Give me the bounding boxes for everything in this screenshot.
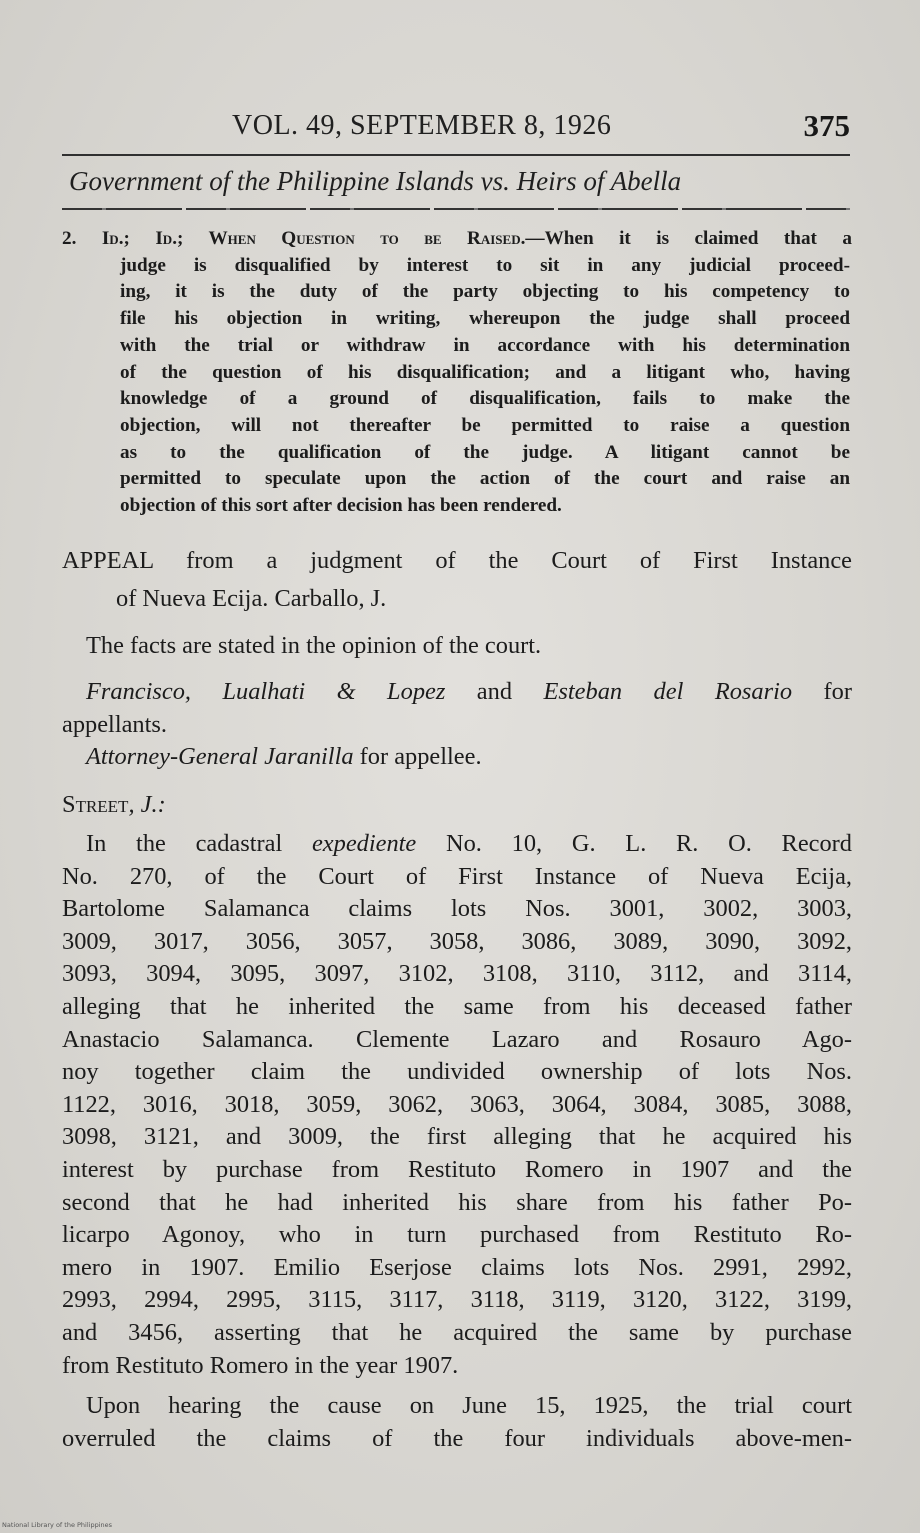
paragraph-gap bbox=[62, 1382, 852, 1390]
counsel-appellants bbox=[86, 678, 852, 706]
counsel-appellee bbox=[86, 743, 482, 771]
opinion-line: licarpo Agonoy, who in turn purchased from Restituto Ro- bbox=[62, 1221, 852, 1249]
appeal-line: of Nueva Ecija. Carballo, J. bbox=[116, 585, 387, 612]
opinion-line: No. 270, of the Court of First Instance of Nueva Ecija, bbox=[62, 862, 852, 890]
justice-suffix: , J.: bbox=[128, 791, 166, 818]
opinion-text bbox=[62, 828, 852, 1455]
case-title-rule bbox=[62, 208, 850, 210]
opinion-line: 3098, 3121, and 3009, the first alleging that he acquired his bbox=[62, 1123, 852, 1151]
syllabus-line: objection of this sort after decision has been rendered. bbox=[120, 495, 562, 517]
opinion-line: from Restituto Romero in the year 1907. bbox=[62, 1351, 459, 1379]
syllabus-line: judge is disqualified by interest to sit in any judicial proceed- bbox=[120, 254, 850, 276]
case-title: Government of the Philippine Islands vs. Heirs of Abella bbox=[69, 166, 682, 196]
syllabus-line: ing, it is the duty of the party objecting to his competency to bbox=[120, 281, 850, 303]
opinion-line-text: In the cadastral bbox=[86, 830, 312, 857]
appellants-second-counsel: Esteban del Rosario bbox=[543, 678, 793, 705]
running-head: VOL. 49, SEPTEMBER 8, 1926 bbox=[232, 110, 612, 141]
page-header bbox=[62, 100, 850, 148]
opinion-line-text: No. 10, G. L. R. O. Record bbox=[416, 830, 852, 857]
opinion-line: noy together claim the undivided ownership of lots Nos. bbox=[62, 1058, 852, 1086]
opinion-line: 3009, 3017, 3056, 3057, 3058, 3086, 3089, 3090, 3092, bbox=[62, 927, 852, 955]
expediente-term: expediente bbox=[311, 830, 417, 857]
opinion-line: 1122, 3016, 3018, 3059, 3062, 3063, 3064, 3084, 3085, 3088, bbox=[62, 1090, 852, 1118]
syllabus-line bbox=[62, 226, 852, 253]
counsel-conjunction: and bbox=[445, 678, 544, 705]
syllabus-line: knowledge of a ground of disqualification, fails to make the bbox=[120, 388, 850, 410]
counsel-for: for bbox=[792, 678, 852, 705]
opinion-line: interest by purchase from Restituto Romero in 1907 and the bbox=[62, 1155, 852, 1183]
opinion-line: alleging that he inherited the same from his deceased father bbox=[62, 992, 852, 1020]
appellee-label: for appellee. bbox=[353, 743, 482, 770]
opinion-line bbox=[62, 828, 852, 861]
appellants-firm: Francisco, Lualhati & Lopez bbox=[86, 678, 446, 705]
header-rule bbox=[62, 154, 850, 156]
appeal-line: APPEAL from a judgment of the Court of First Instance bbox=[62, 547, 852, 574]
syllabus-line: of the question of his disqualification; and a litigant who, having bbox=[120, 361, 850, 383]
facts-statement: The facts are stated in the opinion of the court. bbox=[86, 632, 542, 659]
justice-attribution bbox=[62, 791, 166, 819]
syllabus-paragraph bbox=[62, 226, 852, 520]
syllabus-line: objection, will not thereafter be permitted to raise a question bbox=[120, 414, 850, 436]
scan-source-stamp: National Library of the Philippines bbox=[2, 1521, 113, 1529]
justice-name: Street bbox=[62, 791, 129, 818]
syllabus-line: with the trial or withdraw in accordance with his determination bbox=[120, 334, 850, 356]
syllabus-line: as to the qualification of the judge. A litigant cannot be bbox=[120, 441, 850, 463]
opinion-line: Anastacio Salamanca. Clemente Lazaro and Rosauro Ago- bbox=[62, 1025, 852, 1053]
syllabus-line: file his objection in writing, whereupon the judge shall proceed bbox=[120, 308, 850, 330]
opinion-line: second that he had inherited his share from his father Po- bbox=[62, 1188, 852, 1216]
syllabus-heading: Id.; Id.; When Question to be Raised. bbox=[101, 228, 526, 249]
opinion-line: overruled the claims of the four individuals above-men- bbox=[62, 1424, 852, 1452]
opinion-line: and 3456, asserting that he acquired the same by purchase bbox=[62, 1318, 852, 1346]
syllabus-line: permitted to speculate upon the action of the court and raise an bbox=[120, 468, 850, 490]
counsel-appellants-label: appellants. bbox=[62, 711, 167, 738]
opinion-line: mero in 1907. Emilio Eserjose claims lots Nos. 2991, 2992, bbox=[62, 1253, 852, 1281]
opinion-line: 2993, 2994, 2995, 3115, 3117, 3118, 3119, 3120, 3122, 3199, bbox=[62, 1286, 852, 1314]
syllabus-number: 2. bbox=[62, 228, 77, 249]
opinion-line: Bartolome Salamanca claims lots Nos. 3001, 3002, 3003, bbox=[62, 895, 852, 923]
page-number: 375 bbox=[803, 108, 850, 143]
opinion-line: Upon hearing the cause on June 15, 1925, the trial court bbox=[86, 1392, 852, 1420]
appellee-counsel: Attorney-General Jaranilla bbox=[86, 743, 354, 770]
syllabus-line-text: —When it is claimed that a bbox=[525, 228, 852, 249]
opinion-line: 3093, 3094, 3095, 3097, 3102, 3108, 3110, 3112, and 3114, bbox=[62, 960, 852, 988]
